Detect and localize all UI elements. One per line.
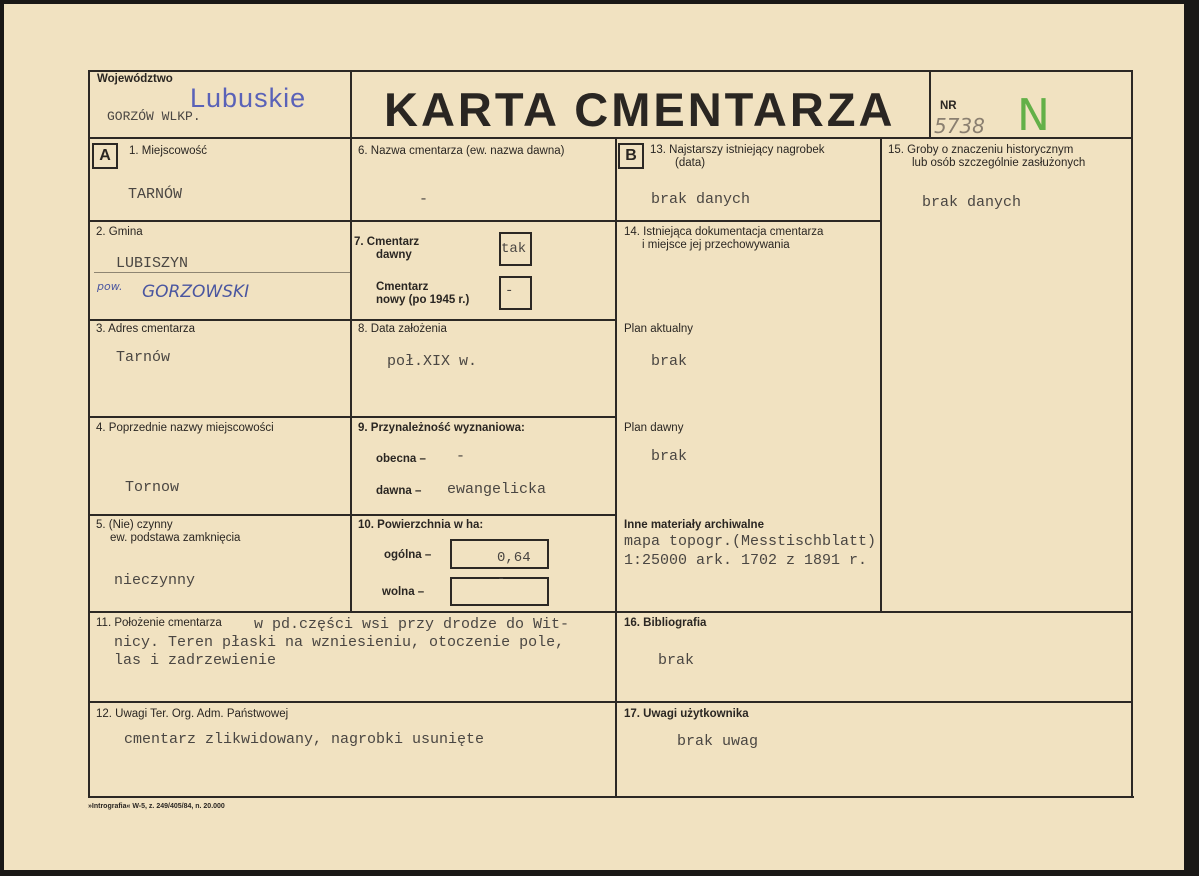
field-2-hand-prefix: pow. — [97, 280, 123, 293]
row-line-6 — [88, 701, 1132, 703]
field-10-ogolna-label: ogólna – — [384, 549, 432, 561]
plan-dawny-label: Plan dawny — [624, 422, 684, 434]
field-9-obecna-label: obecna – — [376, 453, 426, 465]
row-line-b1 — [615, 220, 881, 222]
field-16-label: 16. Bibliografia — [624, 617, 707, 629]
field-15-value: brak danych — [922, 194, 1022, 211]
field-6-value: - — [419, 191, 429, 208]
field-4-value: Tornow — [125, 479, 180, 496]
plan-dawny-value: brak — [651, 448, 688, 465]
field-7-nowy-box — [499, 276, 532, 310]
nr-label: NR — [940, 100, 957, 112]
field-7-dawny-label-2: dawny — [376, 249, 412, 261]
footer-imprint: »Intrografia« W-5, z. 249/405/84, n. 20.000 — [88, 803, 225, 810]
col-divider-2 — [615, 137, 617, 797]
field-5-value: nieczynny — [114, 572, 196, 589]
field-14-label-2: i miejsce jej przechowywania — [642, 239, 790, 251]
field-3-value: Tarnów — [116, 349, 171, 366]
inne-line-1: mapa topogr.(Messtischblatt) — [624, 533, 877, 550]
col-divider-1 — [350, 137, 352, 612]
field-11-line-1: w pd.części wsi przy drodze do Wit- — [254, 616, 570, 633]
field-11-line-3: las i zadrzewienie — [114, 652, 277, 669]
field-13-label-2: (data) — [675, 157, 706, 169]
inne-label: Inne materiały archiwalne — [624, 519, 764, 531]
field-1-value: TARNÓW — [128, 186, 183, 203]
header-divider-2 — [929, 70, 931, 138]
row-line-2 — [88, 319, 616, 321]
field-11-label: 11. Położenie cmentarza — [96, 617, 222, 629]
field-12-value: cmentarz zlikwidowany, nagrobki usunięte — [124, 731, 485, 748]
field-3-label: 3. Adres cmentarza — [96, 323, 196, 335]
wojewodztwo-typed: GORZÓW WLKP. — [107, 109, 201, 124]
card-title: KARTA CMENTARZA — [384, 83, 896, 136]
section-a-letter: A — [92, 143, 118, 169]
frame-bottom — [88, 796, 1134, 798]
field-9-dawna-value: ewangelicka — [447, 481, 547, 498]
wojewodztwo-label: Województwo — [97, 73, 173, 85]
field-13-label-1: 13. Najstarszy istniejący nagrobek — [650, 144, 825, 156]
field-15-label-1: 15. Groby o znaczeniu historycznym — [888, 144, 1074, 156]
field-17-value: brak uwag — [677, 733, 759, 750]
header-divider-1 — [350, 70, 352, 138]
field-10-ogolna-value: 0,64 — [497, 550, 531, 566]
field-7-dawny-value: tak — [501, 241, 527, 257]
row-line-1 — [88, 220, 616, 222]
field-7-dawny-label-1: 7. Cmentarz — [354, 236, 420, 248]
plan-aktualny-label: Plan aktualny — [624, 323, 694, 335]
field-9-dawna-label: dawna – — [376, 485, 422, 497]
section-b-letter: B — [618, 143, 644, 169]
field-14-label-1: 14. Istniejąca dokumentacja cmentarza — [624, 226, 824, 238]
field-9-obecna-value: - — [456, 448, 466, 465]
frame-right — [1131, 70, 1133, 798]
field-4-label: 4. Poprzednie nazwy miejscowości — [96, 422, 274, 434]
row-line-3 — [88, 416, 616, 418]
col-divider-3 — [880, 137, 882, 612]
field-7-nowy-label-2: nowy (po 1945 r.) — [376, 294, 470, 306]
frame-top — [88, 70, 1132, 72]
field-15-label-2: lub osób szczególnie zasłużonych — [912, 157, 1086, 169]
wojewodztwo-stamp: Lubuskie — [190, 83, 307, 113]
field-10-wolna-value: - — [497, 571, 506, 587]
field-7-nowy-value: - — [505, 283, 514, 299]
nr-mark: N — [1017, 90, 1050, 141]
field-7-nowy-label-1: Cmentarz — [376, 281, 429, 293]
field-13-value: brak danych — [651, 191, 751, 208]
row-line-5 — [88, 611, 1132, 613]
field-5-label-2: ew. podstawa zamknięcia — [110, 532, 241, 544]
field-5-label-1: 5. (Nie) czynny — [96, 519, 173, 531]
field-10-label: 10. Powierzchnia w ha: — [358, 519, 484, 531]
field-2-hand: GORZOWSKI — [142, 282, 250, 302]
field-16-value: brak — [658, 652, 695, 669]
row-line-4 — [88, 514, 616, 516]
field-17-label: 17. Uwagi użytkownika — [624, 708, 749, 720]
cemetery-card — [4, 4, 1184, 870]
field-8-value: poł.XIX w. — [387, 353, 478, 370]
plan-aktualny-value: brak — [651, 353, 688, 370]
inne-line-2: 1:25000 ark. 1702 z 1891 r. — [624, 552, 868, 569]
field-8-label: 8. Data założenia — [358, 323, 447, 335]
field-12-label: 12. Uwagi Ter. Org. Adm. Państwowej — [96, 708, 289, 720]
field-2-value: LUBISZYN — [116, 255, 189, 272]
field-9-label: 9. Przynależność wyznaniowa: — [358, 422, 525, 434]
nr-value: 5738 — [934, 114, 985, 138]
field-6-label: 6. Nazwa cmentarza (ew. nazwa dawna) — [358, 145, 565, 157]
frame-left — [88, 70, 90, 798]
field-10-wolna-label: wolna – — [382, 586, 425, 598]
field-11-line-2: nicy. Teren płaski na wzniesieniu, otoczenie pole, — [114, 634, 565, 651]
field-1-label: 1. Miejscowość — [129, 145, 207, 157]
field-2-label: 2. Gmina — [96, 226, 143, 238]
